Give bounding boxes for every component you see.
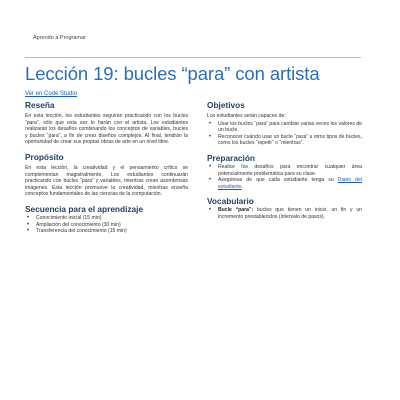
vocab-term: Bucle “para”: bbox=[218, 207, 254, 214]
list-item: • Conocimiento inicial (15 min) bbox=[25, 215, 188, 222]
vocabulario-list bbox=[207, 207, 362, 220]
objetivos-intro: Los estudiantes serán capaces de: bbox=[207, 113, 286, 119]
page-title: Lección 19: bucles “para” con artista bbox=[25, 63, 320, 84]
objetivos-heading: Objetivos bbox=[207, 100, 245, 110]
list-item: • Reconocer cuándo usar un bucle “para” u otros tipos de bucles, como los bucles “repetir” o “mientras”. bbox=[207, 134, 362, 147]
proposito-text: En esta lección, la creatividad y el pensamiento crítico se complementan magistralmente. Los estudiantes continuarán practicando con bucles “para” y variables, mientras crean asombrosas imágenes. Esta lección promueve la creatividad, mientras enseña conceptos fundamentales de las ciencias de la computación. bbox=[25, 164, 188, 198]
secuencia-heading: Secuencia para el aprendizaje bbox=[25, 203, 144, 214]
list-item: • Realice los desafíos para encontrar cualquier área potencialmente problemática para su clase. bbox=[207, 164, 362, 177]
preparacion-heading: Preparación bbox=[207, 152, 255, 163]
vocab-definition: bucles que tienen un inicio, un fin y un incremento prestablecidos (intervalo de pasos). bbox=[218, 207, 362, 220]
diario-link[interactable]: Diario del estudiante bbox=[218, 177, 362, 190]
list-item bbox=[207, 177, 362, 190]
vocabulario-heading: Vocabulario bbox=[207, 196, 254, 207]
resena-text: En esta lección, los estudiantes seguirán practicando con los bucles “para”, sólo que esta vez lo harán con el artista. Los estudiantes realizarán los desafíos combinando los conceptos de variables, bucles y bucles “para”, a fin de crear diseños complejos. Al final, tendrán la oportunidad de crear sus propias obras de arte en un nivel libre. bbox=[25, 113, 188, 146]
list-item: • Ampliación del conocimiento (30 min) bbox=[25, 222, 188, 229]
list-item: • Transferencia del conocimiento (15 min) bbox=[25, 228, 188, 235]
secuencia-list bbox=[25, 215, 188, 235]
course-header: Aprendo a Programar bbox=[33, 35, 86, 41]
preparacion-list bbox=[207, 164, 362, 190]
left-column bbox=[25, 100, 188, 235]
proposito-heading: Propósito bbox=[25, 151, 64, 162]
right-column bbox=[207, 100, 362, 221]
preparacion-item2-prefix: Asegúrese de que cada estudiante tenga su bbox=[218, 177, 338, 184]
list-item: • Usar los bucles “para” para cambiar varias veces los valores de un bucle. bbox=[207, 121, 362, 134]
resena-heading: Reseña bbox=[25, 100, 55, 110]
objetivos-list bbox=[207, 121, 362, 147]
list-item bbox=[207, 207, 362, 220]
preparacion-item2-suffix: . bbox=[241, 183, 243, 190]
header-divider bbox=[25, 57, 361, 58]
code-studio-link[interactable]: Ver en Code Studio bbox=[25, 91, 78, 97]
